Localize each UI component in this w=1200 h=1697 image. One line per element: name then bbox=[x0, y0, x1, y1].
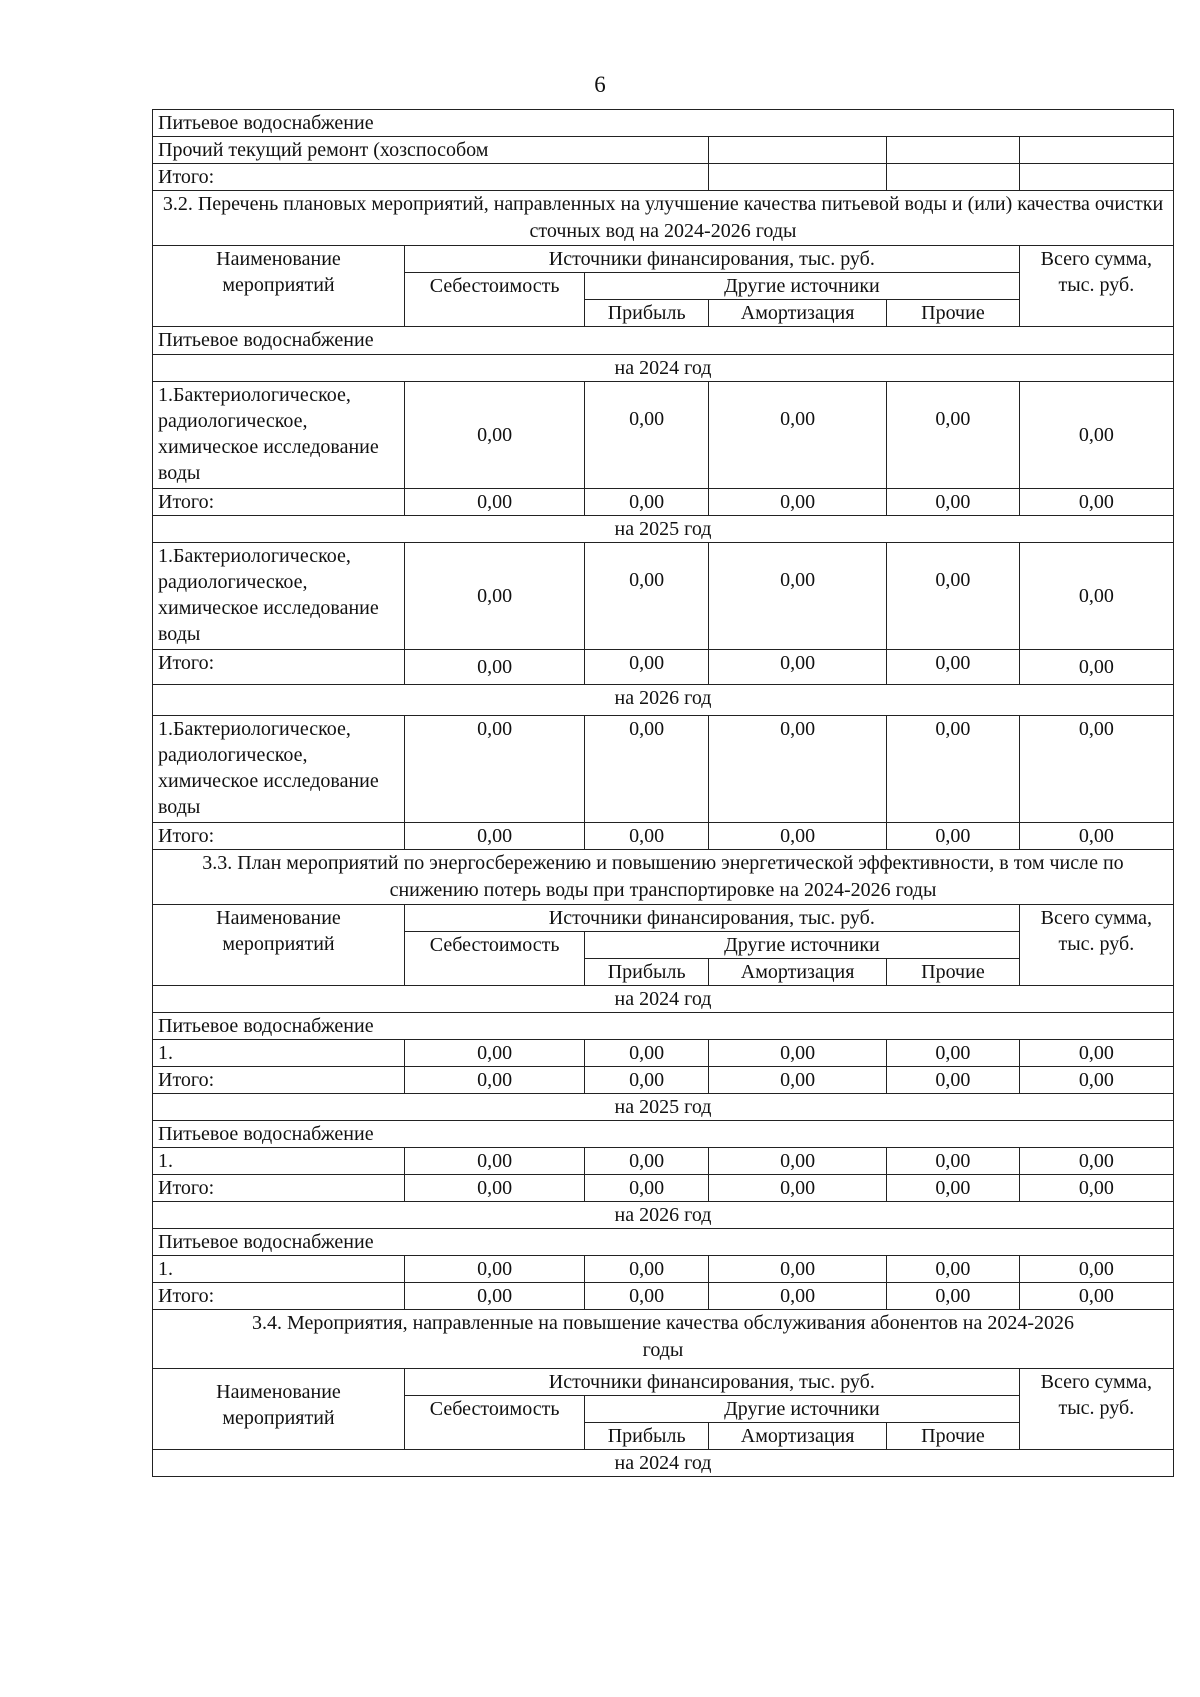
header-sources: Источники финансирования, тыс. руб. bbox=[404, 1369, 1019, 1396]
total-cell: 0,00 bbox=[404, 489, 584, 516]
header-cost: Себестоимость bbox=[404, 932, 584, 986]
value-cell: 0,00 bbox=[1019, 1148, 1173, 1175]
empty-cell bbox=[887, 164, 1020, 191]
value-cell: 0,00 bbox=[585, 543, 709, 650]
total-label: Итого: bbox=[153, 1283, 405, 1310]
total-cell: 0,00 bbox=[887, 489, 1020, 516]
year-row: на 2025 год bbox=[153, 516, 1174, 543]
value-cell: 0,00 bbox=[585, 716, 709, 823]
header-misc: Прочие bbox=[887, 300, 1020, 327]
total-cell: 0,00 bbox=[404, 1283, 584, 1310]
total-cell: 0,00 bbox=[709, 1175, 887, 1202]
year-row: на 2025 год bbox=[153, 1094, 1174, 1121]
total-cell: 0,00 bbox=[887, 1067, 1020, 1094]
value-cell: 0,00 bbox=[1019, 1256, 1173, 1283]
value-cell: 0,00 bbox=[887, 1040, 1020, 1067]
category-row: Питьевое водоснабжение bbox=[153, 110, 1174, 137]
value-cell: 0,00 bbox=[1019, 1040, 1173, 1067]
empty-cell bbox=[1019, 137, 1173, 164]
header-name: Наименование мероприятий bbox=[153, 246, 405, 327]
total-cell: 0,00 bbox=[404, 650, 584, 685]
value-cell: 0,00 bbox=[585, 1256, 709, 1283]
total-label: Итого: bbox=[153, 650, 405, 685]
total-label: Итого: bbox=[153, 1067, 405, 1094]
value-cell: 0,00 bbox=[404, 1040, 584, 1067]
total-cell: 0,00 bbox=[404, 823, 584, 850]
total-cell: 0,00 bbox=[585, 1175, 709, 1202]
header-profit: Прибыль bbox=[585, 1423, 709, 1450]
category-row: Питьевое водоснабжение bbox=[153, 327, 1174, 355]
document-table-container bbox=[152, 109, 1174, 1477]
item-name: 1.Бактериологическое, радиологическое, химическое исследование воды bbox=[153, 543, 405, 650]
value-cell: 0,00 bbox=[709, 382, 887, 489]
total-cell: 0,00 bbox=[887, 1283, 1020, 1310]
header-cost: Себестоимость bbox=[404, 1396, 584, 1450]
value-cell: 0,00 bbox=[887, 1148, 1020, 1175]
value-cell: 0,00 bbox=[404, 1148, 584, 1175]
value-cell: 0,00 bbox=[585, 1148, 709, 1175]
value-cell: 0,00 bbox=[404, 716, 584, 823]
value-cell: 0,00 bbox=[887, 543, 1020, 650]
total-label: Итого: bbox=[153, 164, 709, 191]
item-name: 1.Бактериологическое, радиологическое, химическое исследование воды bbox=[153, 716, 405, 823]
section-title-3-2: 3.2. Перечень плановых мероприятий, направленных на улучшение качества питьевой воды и (или) качества очистки сточных вод на 2024-2026 годы bbox=[153, 191, 1174, 246]
total-cell: 0,00 bbox=[585, 1283, 709, 1310]
header-amort: Амортизация bbox=[709, 959, 887, 986]
empty-cell bbox=[887, 137, 1020, 164]
value-cell: 0,00 bbox=[404, 382, 584, 489]
header-profit: Прибыль bbox=[585, 959, 709, 986]
header-sources: Источники финансирования, тыс. руб. bbox=[404, 905, 1019, 932]
year-row: на 2024 год bbox=[153, 986, 1174, 1013]
header-other: Другие источники bbox=[585, 932, 1019, 959]
total-cell: 0,00 bbox=[709, 650, 887, 685]
value-cell: 0,00 bbox=[709, 1148, 887, 1175]
value-cell: 0,00 bbox=[709, 1040, 887, 1067]
year-row: на 2024 год bbox=[153, 355, 1174, 382]
header-profit: Прибыль bbox=[585, 300, 709, 327]
header-amort: Амортизация bbox=[709, 1423, 887, 1450]
total-cell: 0,00 bbox=[1019, 1283, 1173, 1310]
total-cell: 0,00 bbox=[709, 1067, 887, 1094]
section-title-3-4: 3.4. Мероприятия, направленные на повышение качества обслуживания абонентов на 2024-2026 годы bbox=[153, 1310, 1174, 1369]
value-cell: 0,00 bbox=[1019, 543, 1173, 650]
header-other: Другие источники bbox=[585, 273, 1019, 300]
empty-cell bbox=[709, 164, 887, 191]
value-cell: 0,00 bbox=[709, 543, 887, 650]
total-cell: 0,00 bbox=[404, 1067, 584, 1094]
total-cell: 0,00 bbox=[709, 1283, 887, 1310]
header-cost: Себестоимость bbox=[404, 273, 584, 327]
value-cell: 0,00 bbox=[709, 716, 887, 823]
value-cell: 0,00 bbox=[404, 543, 584, 650]
header-name: Наименование мероприятий bbox=[153, 905, 405, 986]
total-cell: 0,00 bbox=[1019, 823, 1173, 850]
empty-cell bbox=[1019, 164, 1173, 191]
section-title-3-3: 3.3. План мероприятий по энергосбережению и повышению энергетической эффективности, в том числе по снижению потерь воды при транспортировке на 2024-2026 годы bbox=[153, 850, 1174, 905]
value-cell: 0,00 bbox=[585, 382, 709, 489]
year-row: на 2026 год bbox=[153, 685, 1174, 716]
item-name: 1. bbox=[153, 1256, 405, 1283]
total-cell: 0,00 bbox=[709, 489, 887, 516]
header-other: Другие источники bbox=[585, 1396, 1019, 1423]
value-cell: 0,00 bbox=[887, 716, 1020, 823]
header-misc: Прочие bbox=[887, 1423, 1020, 1450]
header-total: Всего сумма, тыс. руб. bbox=[1019, 1369, 1173, 1450]
total-cell: 0,00 bbox=[1019, 650, 1173, 685]
value-cell: 0,00 bbox=[887, 382, 1020, 489]
value-cell: 0,00 bbox=[585, 1040, 709, 1067]
item-name: 1. bbox=[153, 1148, 405, 1175]
total-cell: 0,00 bbox=[585, 650, 709, 685]
total-cell: 0,00 bbox=[585, 1067, 709, 1094]
empty-cell bbox=[709, 137, 887, 164]
value-cell: 0,00 bbox=[1019, 716, 1173, 823]
total-cell: 0,00 bbox=[709, 823, 887, 850]
item-name: 1.Бактериологическое, радиологическое, химическое исследование воды bbox=[153, 382, 405, 489]
year-row: на 2026 год bbox=[153, 1202, 1174, 1229]
header-total: Всего сумма, тыс. руб. bbox=[1019, 905, 1173, 986]
total-cell: 0,00 bbox=[404, 1175, 584, 1202]
budget-table bbox=[152, 109, 1174, 1477]
item-row-label: Прочий текущий ремонт (хозспособом bbox=[153, 137, 709, 164]
item-name: 1. bbox=[153, 1040, 405, 1067]
total-cell: 0,00 bbox=[1019, 1067, 1173, 1094]
value-cell: 0,00 bbox=[709, 1256, 887, 1283]
total-cell: 0,00 bbox=[887, 823, 1020, 850]
total-cell: 0,00 bbox=[1019, 489, 1173, 516]
value-cell: 0,00 bbox=[404, 1256, 584, 1283]
header-total: Всего сумма, тыс. руб. bbox=[1019, 246, 1173, 327]
header-sources: Источники финансирования, тыс. руб. bbox=[404, 246, 1019, 273]
category-row: Питьевое водоснабжение bbox=[153, 1013, 1174, 1040]
total-cell: 0,00 bbox=[887, 1175, 1020, 1202]
year-row: на 2024 год bbox=[153, 1450, 1174, 1477]
category-row: Питьевое водоснабжение bbox=[153, 1229, 1174, 1256]
page-number: 6 bbox=[594, 72, 606, 97]
value-cell: 0,00 bbox=[1019, 382, 1173, 489]
total-label: Итого: bbox=[153, 489, 405, 516]
total-cell: 0,00 bbox=[585, 489, 709, 516]
header-amort: Амортизация bbox=[709, 300, 887, 327]
value-cell: 0,00 bbox=[887, 1256, 1020, 1283]
header-name: Наименование мероприятий bbox=[153, 1369, 405, 1450]
total-cell: 0,00 bbox=[1019, 1175, 1173, 1202]
total-label: Итого: bbox=[153, 1175, 405, 1202]
category-row: Питьевое водоснабжение bbox=[153, 1121, 1174, 1148]
total-cell: 0,00 bbox=[585, 823, 709, 850]
header-misc: Прочие bbox=[887, 959, 1020, 986]
total-cell: 0,00 bbox=[887, 650, 1020, 685]
total-label: Итого: bbox=[153, 823, 405, 850]
